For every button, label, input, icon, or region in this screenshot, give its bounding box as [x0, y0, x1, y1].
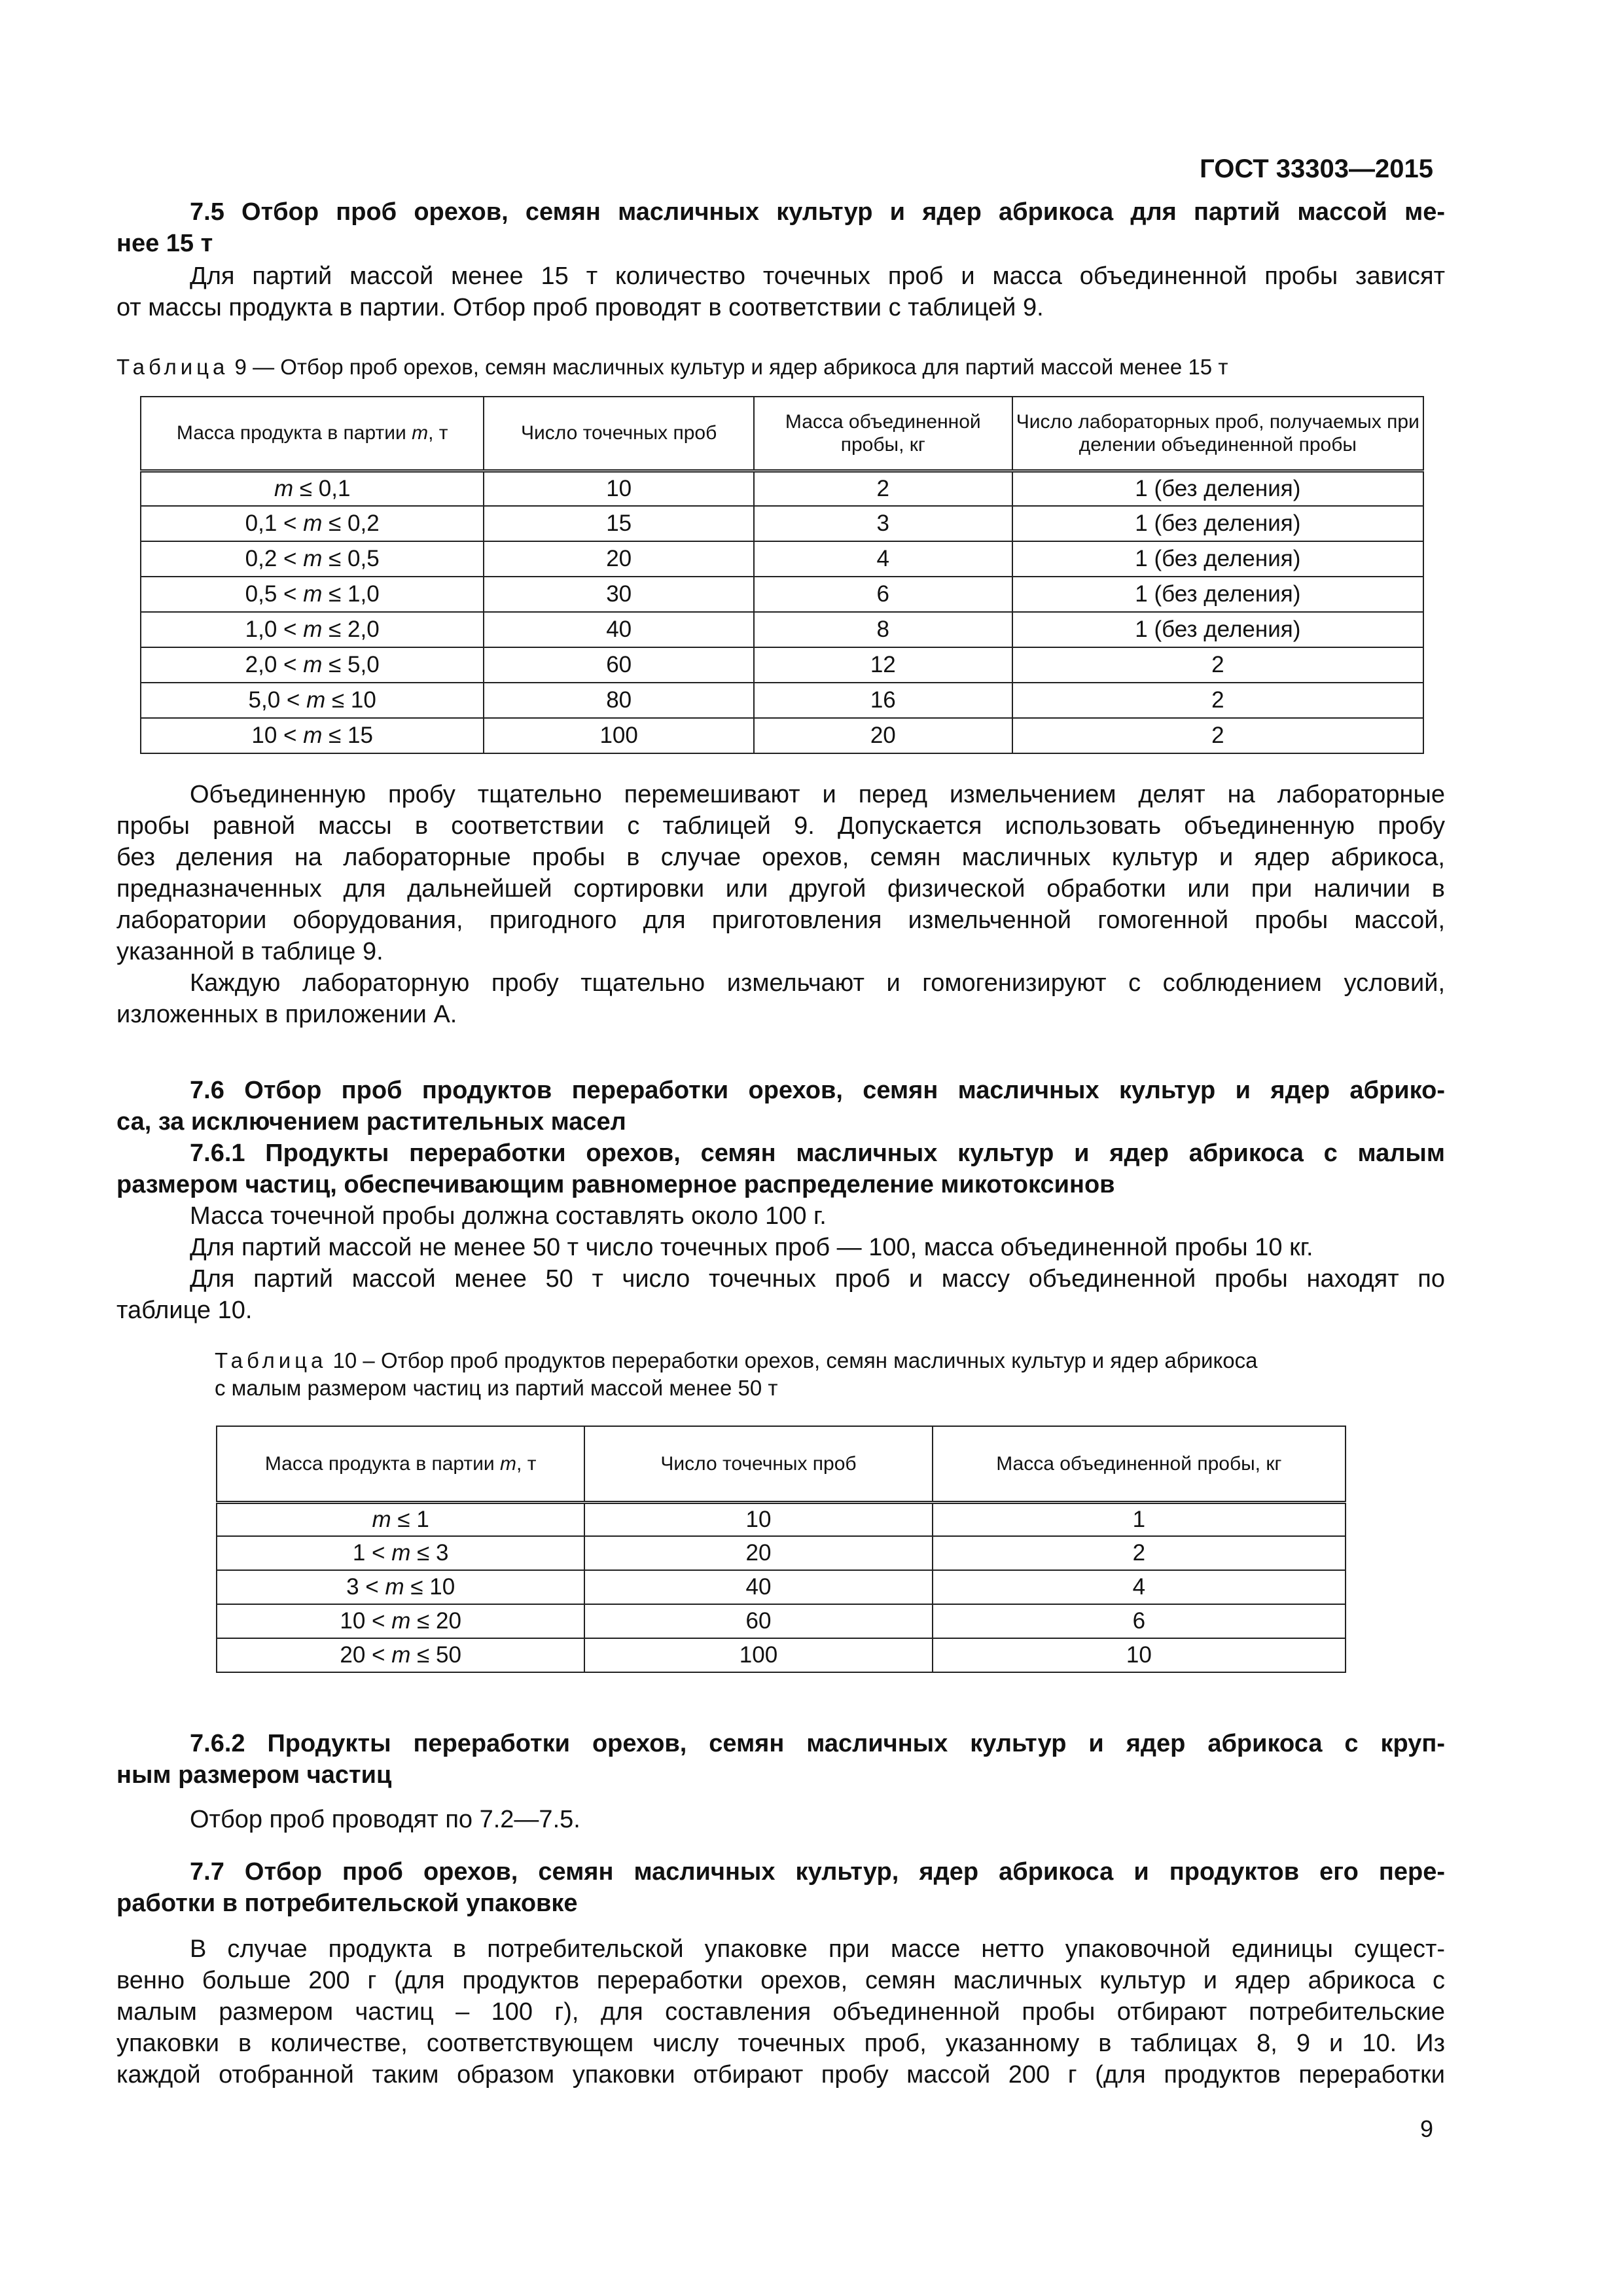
table-row [141, 541, 1423, 577]
table-cell: 2 [754, 471, 1012, 506]
table-cell: 2 [1012, 683, 1423, 718]
table-cell: 16 [754, 683, 1012, 718]
section-7-5-heading-line1: 7.5 Отбор проб орехов, семян масличных культур и ядер абрикоса для партий массой ме- [190, 198, 1445, 226]
section-7-6-1-heading-line1: 7.6.1 Продукты переработки орехов, семян масличных культур и ядер абрикоса с малым [190, 1139, 1445, 1167]
table-cell: 3 < m ≤ 10 [217, 1570, 584, 1604]
table-cell: 20 [754, 718, 1012, 753]
table-cell: 10 [933, 1638, 1346, 1672]
section-7-6-1-para-line3: Для партий массой менее 50 т число точечных проб и массу объединенной пробы находят по [190, 1265, 1445, 1293]
table-cell: 2,0 < m ≤ 5,0 [141, 647, 484, 683]
table-row [217, 1604, 1346, 1638]
table-cell: 4 [754, 541, 1012, 577]
table-cell: 8 [754, 612, 1012, 647]
table-row [217, 1638, 1346, 1672]
section-7-7-para-line1: В случае продукта в потребительской упаковке при массе нетто упаковочной единицы сущест- [190, 1935, 1445, 1963]
section-7-5-heading-line2: нее 15 т [116, 230, 213, 257]
table-cell: 0,2 < m ≤ 0,5 [141, 541, 484, 577]
section-7-7-heading-line1: 7.7 Отбор проб орехов, семян масличных культур, ядер абрикоса и продуктов его пере- [190, 1858, 1445, 1886]
table-cell: 1 < m ≤ 3 [217, 1536, 584, 1570]
table-cell: 1,0 < m ≤ 2,0 [141, 612, 484, 647]
table-cell: 10 [484, 471, 754, 506]
table-cell: 12 [754, 647, 1012, 683]
section-7-6-1-para-line4: таблице 10. [116, 1297, 253, 1324]
table-10-caption-label: Таблица [215, 1348, 327, 1372]
table-9-header-cell: Число лабораторных проб, получаемых при делении объединенной пробы [1012, 397, 1423, 471]
table-cell: 10 < m ≤ 15 [141, 718, 484, 753]
para-after-t9-line5: лаборатории оборудования, пригодного для приготовления измельченной гомогенной пробы массой, [116, 906, 1445, 934]
section-7-5-para-line2: от массы продукта в партии. Отбор проб проводят в соответствии с таблицей 9. [116, 294, 1044, 321]
page-number: 9 [1419, 2115, 1433, 2142]
table-row [141, 683, 1423, 718]
table-cell: 0,5 < m ≤ 1,0 [141, 577, 484, 612]
table-cell: 6 [754, 577, 1012, 612]
table-cell: 10 < m ≤ 20 [217, 1604, 584, 1638]
table-row [217, 1502, 1346, 1536]
section-7-6-1-heading-line2: размером частиц, обеспечивающим равномерное распределение микотоксинов [116, 1171, 1115, 1198]
table-cell: 40 [484, 612, 754, 647]
para-after-t9-line2: пробы равной массы в соответствии с таблицей 9. Допускается использовать объединенную пробу [116, 812, 1445, 840]
table-row [141, 577, 1423, 612]
table-9 [140, 396, 1424, 754]
table-9-caption-label: Таблица [116, 355, 229, 379]
table-cell: 30 [484, 577, 754, 612]
table-cell: 1 [933, 1502, 1346, 1536]
para-after-t9-line4: предназначенных для дальнейшей сортировки или другой физической обработки или при наличии в [116, 875, 1445, 903]
section-7-6-2-heading-line2: ным размером частиц [116, 1761, 392, 1789]
table-cell: m ≤ 1 [217, 1502, 584, 1536]
para-after-t9-line8: изложенных в приложении А. [116, 1001, 457, 1028]
table-10-header-cell: Число точечных проб [584, 1426, 932, 1502]
table-10 [216, 1426, 1346, 1673]
section-7-7-para-line3: малым размером частиц – 100 г), для составления объединенной пробы отбирают потребительские [116, 1998, 1445, 2026]
table-cell: 1 (без деления) [1012, 471, 1423, 506]
table-10-caption-text: 10 – Отбор проб продуктов переработки орехов, семян масличных культур и ядер абрикоса [327, 1348, 1258, 1372]
table-cell: 1 (без деления) [1012, 506, 1423, 541]
table-cell: 15 [484, 506, 754, 541]
table-cell: 60 [584, 1604, 932, 1638]
table-10-caption-line2: с малым размером частиц из партий массой менее 50 т [215, 1376, 778, 1400]
table-cell: 20 < m ≤ 50 [217, 1638, 584, 1672]
table-cell: 40 [584, 1570, 932, 1604]
table-cell: 2 [1012, 718, 1423, 753]
table-cell: 0,1 < m ≤ 0,2 [141, 506, 484, 541]
section-7-7-heading-line2: работки в потребительской упаковке [116, 1890, 578, 1917]
table-row [141, 647, 1423, 683]
table-9-caption-text: 9 — Отбор проб орехов, семян масличных культур и ядер абрикоса для партий массой менее 15 т [228, 355, 1228, 379]
table-9-header-cell: Масса продукта в партии m, т [141, 397, 484, 471]
section-7-6-2-heading-line1: 7.6.2 Продукты переработки орехов, семян масличных культур и ядер абрикоса с круп- [190, 1730, 1445, 1757]
para-after-t9-line3: без деления на лабораторные пробы в случае орехов, семян масличных культур и ядер абрикоса, [116, 844, 1445, 871]
section-7-6-heading-line1: 7.6 Отбор проб продуктов переработки орехов, семян масличных культур и ядер абрико- [190, 1077, 1445, 1104]
table-cell: 10 [584, 1502, 932, 1536]
table-row [217, 1570, 1346, 1604]
table-row [217, 1536, 1346, 1570]
table-9-caption [116, 353, 1228, 381]
table-10-header-row [217, 1426, 1346, 1502]
table-cell: 2 [933, 1536, 1346, 1570]
section-7-6-heading-line2: са, за исключением растительных масел [116, 1108, 626, 1136]
table-10-caption-line1 [215, 1347, 1257, 1374]
table-cell: 1 (без деления) [1012, 541, 1423, 577]
table-cell: 100 [484, 718, 754, 753]
para-after-t9-line1: Объединенную пробу тщательно перемешивают и перед измельчением делят на лабораторные [190, 781, 1445, 808]
table-cell: 100 [584, 1638, 932, 1672]
section-7-6-2-para: Отбор проб проводят по 7.2—7.5. [190, 1806, 580, 1833]
table-row [141, 718, 1423, 753]
table-9-header-row [141, 397, 1423, 471]
section-7-7-para-line2: венно больше 200 г (для продуктов переработки орехов, семян масличных культур и ядер абрикоса с [116, 1967, 1445, 1994]
table-cell: 3 [754, 506, 1012, 541]
table-row [141, 612, 1423, 647]
table-cell: 1 (без деления) [1012, 612, 1423, 647]
table-9-header-cell: Масса объединенной пробы, кг [754, 397, 1012, 471]
standard-header: ГОСТ 33303—2015 [1200, 154, 1433, 183]
table-cell: 1 (без деления) [1012, 577, 1423, 612]
table-cell: 20 [484, 541, 754, 577]
table-cell: 5,0 < m ≤ 10 [141, 683, 484, 718]
table-cell: 2 [1012, 647, 1423, 683]
table-9-header-cell: Число точечных проб [484, 397, 754, 471]
table-cell: 20 [584, 1536, 932, 1570]
para-after-t9-line7: Каждую лабораторную пробу тщательно измельчают и гомогенизируют с соблюдением условий, [190, 969, 1445, 997]
table-cell: 6 [933, 1604, 1346, 1638]
table-cell: m ≤ 0,1 [141, 471, 484, 506]
section-7-6-1-para-line1: Масса точечной пробы должна составлять около 100 г. [190, 1202, 827, 1230]
section-7-5-para-line1: Для партий массой менее 15 т количество точечных проб и масса объединенной пробы зависят [190, 262, 1445, 290]
table-cell: 60 [484, 647, 754, 683]
table-10-header-cell: Масса продукта в партии m, т [217, 1426, 584, 1502]
table-10-header-cell: Масса объединенной пробы, кг [933, 1426, 1346, 1502]
section-7-7-para-line4: упаковки в количестве, соответствующем числу точечных проб, указанному в таблицах 8, 9 и 10. Из [116, 2030, 1445, 2057]
section-7-7-para-line5: каждой отобранной таким образом упаковки отбирают пробу массой 200 г (для продуктов переработки [116, 2061, 1445, 2089]
table-cell: 80 [484, 683, 754, 718]
para-after-t9-line6: указанной в таблице 9. [116, 938, 383, 965]
table-cell: 4 [933, 1570, 1346, 1604]
section-7-6-1-para-line2: Для партий массой не менее 50 т число точечных проб — 100, масса объединенной пробы 10 кг. [190, 1234, 1313, 1261]
table-row [141, 506, 1423, 541]
table-row [141, 471, 1423, 506]
